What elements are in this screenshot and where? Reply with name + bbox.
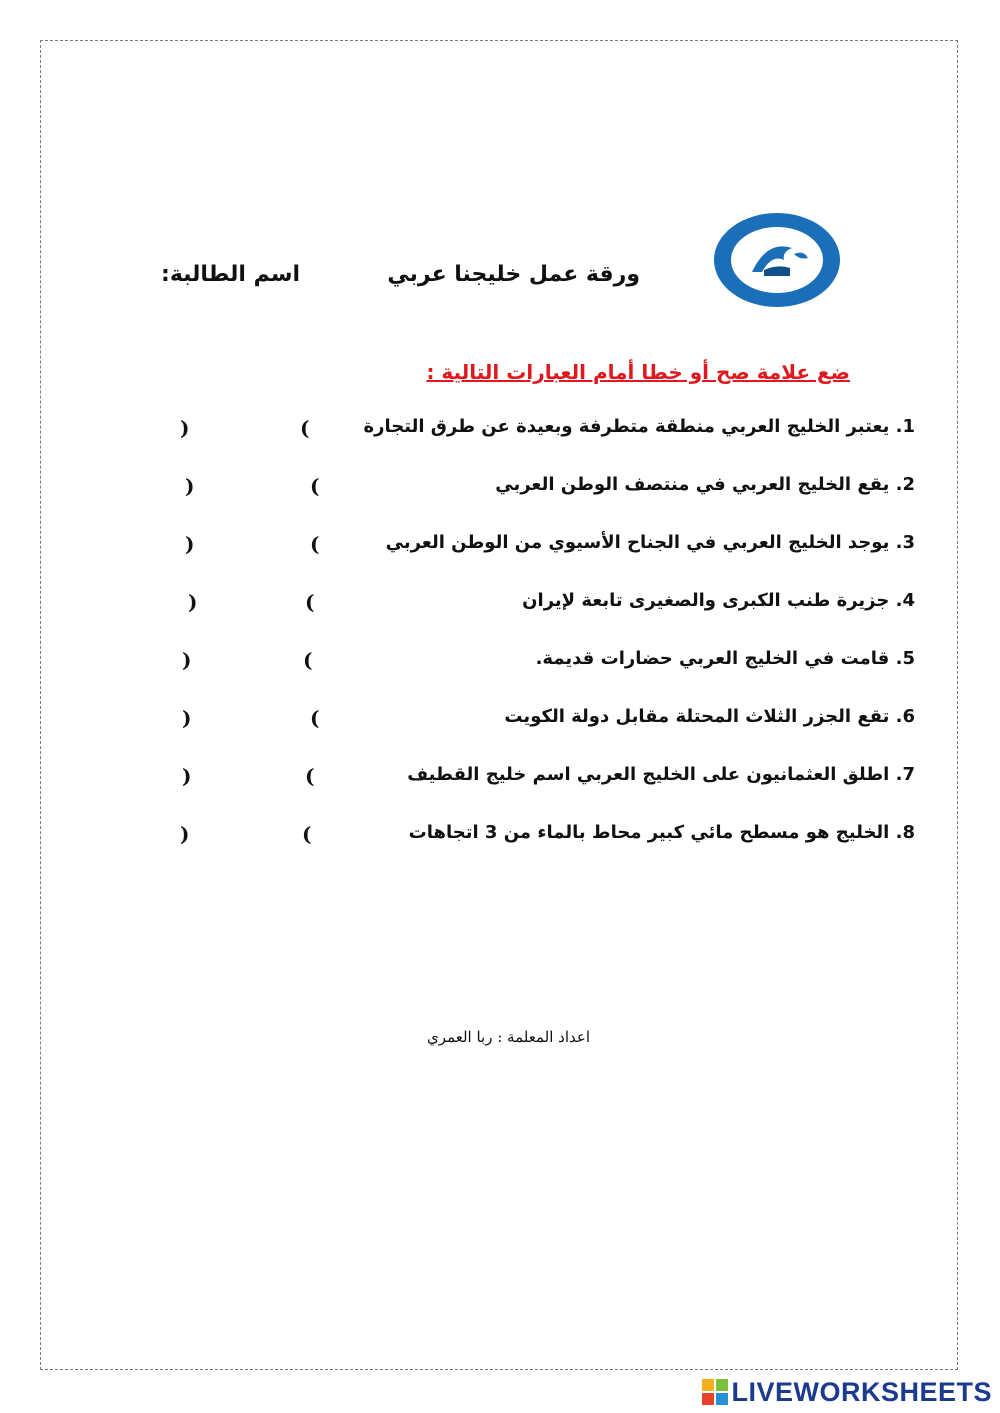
answer-close-paren[interactable]: )	[180, 822, 190, 846]
question-row	[160, 648, 915, 684]
question-number: 8.	[895, 822, 915, 843]
answer-close-paren[interactable]: )	[182, 648, 192, 672]
question-text	[536, 648, 915, 669]
question-number: 4.	[895, 590, 915, 611]
question-text	[386, 532, 915, 553]
question-statement: يعتبر الخليج العربي منطقة متطرفة وبعيدة عن طرق التجارة	[363, 416, 890, 437]
question-statement: يوجد الخليج العربي في الجناح الأسيوي من الوطن العربي	[385, 532, 890, 553]
answer-open-paren[interactable]: (	[300, 416, 310, 440]
liveworksheets-watermark	[701, 1377, 992, 1407]
watermark-text: LIVEWORKSHEETS	[731, 1376, 992, 1407]
question-text	[364, 416, 915, 437]
worksheet-title: ورقة عمل خليجنا عربي	[387, 262, 640, 287]
question-number: 1.	[895, 416, 915, 437]
question-number: 6.	[895, 706, 915, 727]
answer-close-paren[interactable]: )	[182, 764, 192, 788]
answer-open-paren[interactable]: (	[302, 822, 312, 846]
answer-open-paren[interactable]: (	[305, 590, 315, 614]
question-statement: قامت في الخليج العربي حضارات قديمة.	[535, 648, 890, 669]
answer-open-paren[interactable]: (	[310, 474, 320, 498]
answer-open-paren[interactable]: (	[310, 706, 320, 730]
question-number: 5.	[895, 648, 915, 669]
answer-open-paren[interactable]: (	[305, 764, 315, 788]
question-row	[160, 532, 915, 568]
question-row	[160, 474, 915, 510]
question-statement: اطلق العثمانيون على الخليج العربي اسم خليج القطيف	[407, 764, 890, 785]
liveworksheets-logo-icon	[701, 1377, 731, 1407]
teacher-credit: اعداد المعلمة : ربا العمري	[427, 1028, 590, 1046]
answer-close-paren[interactable]: )	[185, 532, 195, 556]
instruction-text: ضع علامة صح أو خطا أمام العبارات التالية :	[426, 360, 850, 384]
question-text	[409, 822, 915, 843]
question-row	[160, 764, 915, 800]
question-text	[495, 474, 915, 495]
question-text	[522, 590, 915, 611]
question-text	[407, 764, 915, 785]
question-number: 2.	[895, 474, 915, 495]
question-row	[160, 590, 915, 626]
student-name-label: اسم الطالبة:	[161, 262, 300, 287]
question-row	[160, 822, 915, 858]
question-statement: تقع الجزر الثلاث المحتلة مقابل دولة الكويت	[504, 706, 890, 727]
answer-close-paren[interactable]: )	[185, 474, 195, 498]
answer-open-paren[interactable]: (	[303, 648, 313, 672]
question-row	[160, 416, 915, 452]
answer-close-paren[interactable]: )	[180, 416, 190, 440]
answer-close-paren[interactable]: )	[182, 706, 192, 730]
question-statement: يقع الخليج العربي في منتصف الوطن العربي	[495, 474, 890, 495]
answer-open-paren[interactable]: (	[310, 532, 320, 556]
question-text	[504, 706, 915, 727]
question-row	[160, 706, 915, 742]
question-statement: الخليج هو مسطح مائي كبير محاط بالماء من 3 اتجاهات	[408, 822, 890, 843]
question-number: 3.	[895, 532, 915, 553]
question-number: 7.	[895, 764, 915, 785]
question-statement: جزيرة طنب الكبرى والصغيرى تابعة لإيران	[522, 590, 890, 611]
answer-close-paren[interactable]: )	[188, 590, 198, 614]
